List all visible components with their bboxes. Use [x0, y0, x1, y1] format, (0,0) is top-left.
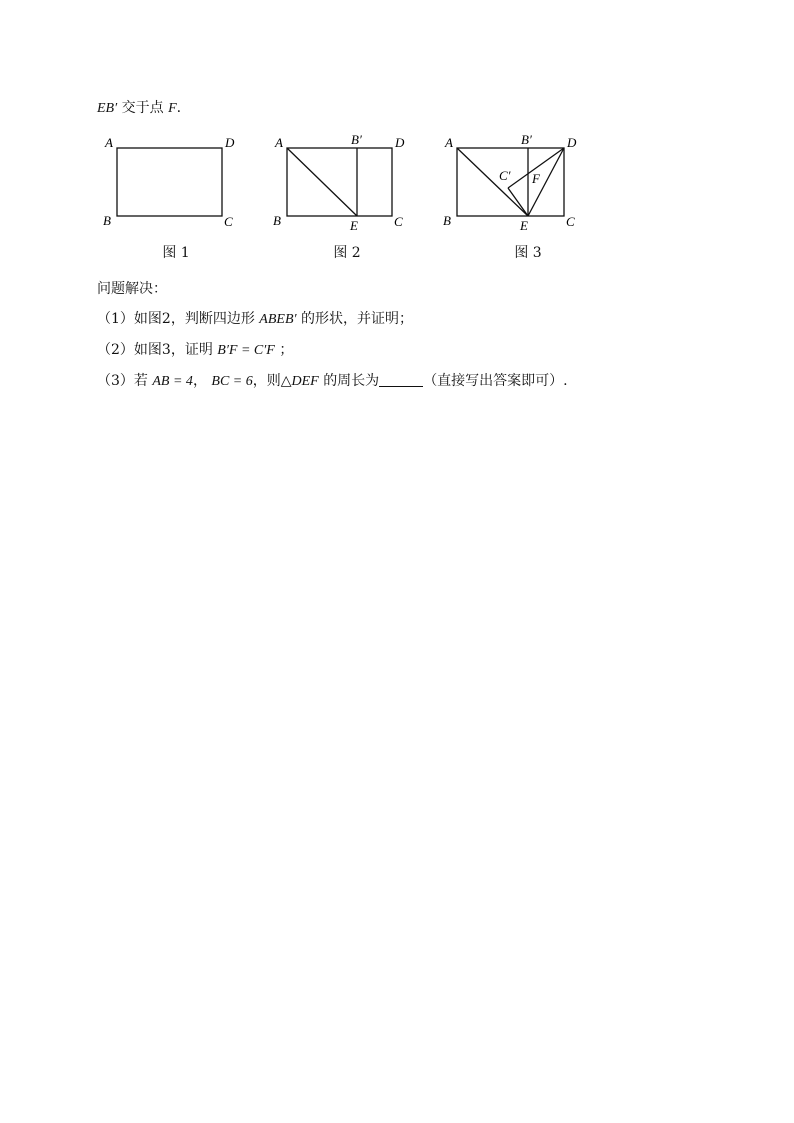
question-text: 的周长为: [323, 373, 380, 389]
figure-3-diagram: [440, 133, 585, 233]
question-number: （3）: [97, 373, 134, 389]
label-b-prime: B′: [351, 132, 362, 147]
label-e: E: [350, 218, 358, 233]
figure-3: [440, 133, 585, 233]
question-text: 的形状，并证明；: [301, 311, 414, 327]
answer-blank: [379, 372, 423, 387]
label-d: D: [225, 135, 235, 150]
label-c: C: [394, 214, 403, 229]
label-a: A: [275, 135, 283, 150]
question-text: 如图2，判断四边形: [133, 311, 255, 327]
section-title: 问题解决：: [97, 281, 167, 297]
label-b: B: [443, 213, 451, 228]
question-text: 如图3，证明: [133, 342, 213, 358]
question-text: ；: [279, 342, 294, 358]
label-a: A: [105, 135, 113, 150]
label-c: C: [566, 214, 575, 229]
question-text: ，则△: [252, 373, 292, 389]
rectangle-abcd: [287, 148, 392, 216]
label-b-prime: B′: [521, 132, 532, 147]
question-text: 若: [133, 373, 148, 389]
segment-c-prime-e: [508, 188, 528, 216]
question-number: （2）: [97, 342, 134, 358]
label-c-prime: C′: [499, 168, 511, 183]
label-b: B: [273, 213, 281, 228]
intro-line: [97, 99, 181, 118]
question-3: [97, 372, 568, 391]
figure-1-diagram: [100, 133, 240, 233]
segment-ae: [287, 148, 357, 216]
question-text: （直接写出答案即可）.: [423, 373, 568, 389]
label-a: A: [445, 135, 453, 150]
label-f: F: [532, 171, 540, 186]
quadrilateral-name: ABEB′: [259, 312, 297, 327]
equation-ab: AB = 4: [152, 374, 193, 389]
figure-1: [100, 133, 240, 233]
comma: ，: [192, 373, 207, 389]
equation-bc: BC = 6: [211, 374, 253, 389]
figure-2: [270, 133, 415, 233]
intro-text: 交于点: [121, 100, 164, 116]
figure-2-caption: 图 2: [333, 245, 361, 261]
equation: B′F = C′F: [217, 343, 275, 358]
label-d: D: [395, 135, 405, 150]
label-d: D: [567, 135, 577, 150]
intro-period: .: [176, 100, 182, 116]
segment-eb-prime: EB′: [97, 101, 118, 116]
figure-3-caption: 图 3: [514, 245, 542, 261]
point-f: F: [168, 101, 177, 116]
question-2: [97, 341, 293, 360]
triangle-name: DEF: [291, 374, 319, 389]
label-b: B: [103, 213, 111, 228]
label-c: C: [224, 214, 233, 229]
rectangle-abcd: [117, 148, 222, 216]
figure-1-caption: 图 1: [162, 245, 190, 261]
label-e: E: [520, 218, 528, 233]
question-1: [97, 310, 413, 329]
figure-2-diagram: [270, 133, 415, 233]
question-number: （1）: [97, 311, 134, 327]
